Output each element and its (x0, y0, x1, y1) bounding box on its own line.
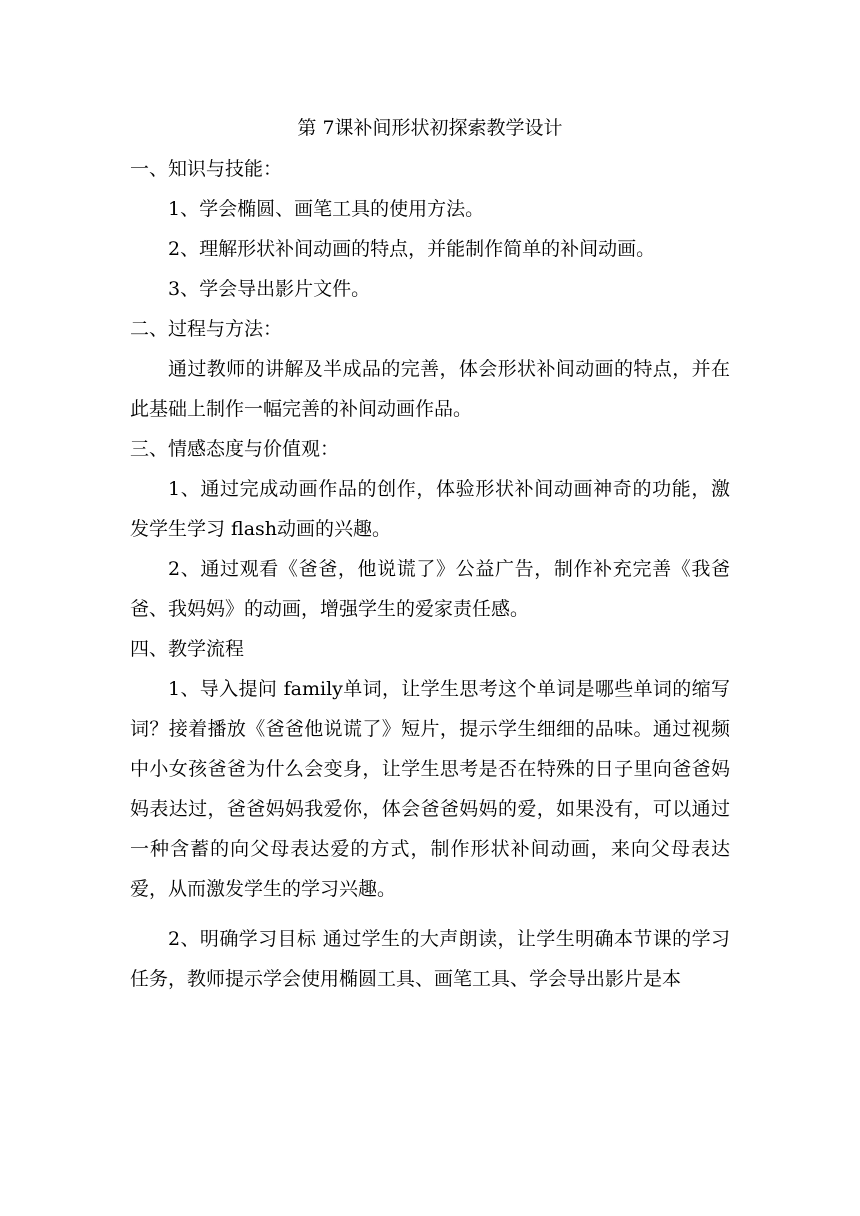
section-heading-knowledge-skills: 一、知识与技能： (130, 158, 283, 180)
document-body (130, 112, 730, 999)
knowledge-item-2: 2、理解形状补间动画的特点，并能制作简单的补间动画。 (168, 238, 656, 260)
attitude-item-2: 2、通过观看《爸爸，他说谎了》公益广告，制作补充完善《我爸爸、我妈妈》的动画，增强学生的爱家责任感。 (130, 558, 730, 620)
teaching-step-2: 2、明确学习目标 通过学生的大声朗读，让学生明确本节课的学习任务，教师提示学会使用椭圆工具、画笔工具、学会导出影片是本 (130, 928, 730, 990)
teaching-step-1: 1、导入提问 family单词，让学生思考这个单词是哪些单词的缩写词？接着播放《爸爸他说谎了》短片，提示学生细细的品味。通过视频中小女孩爸爸为什么会变身，让学生思考是否在特殊的日子里向爸爸妈妈表达过，爸爸妈妈我爱你，体会爸爸妈妈的爱，如果没有，可以通过一种含蓄的向父母表达爱的方式，制作形状补间动画，来向父母表达爱，从而激发学生的学习兴趣。 (130, 678, 730, 900)
knowledge-item-1: 1、学会椭圆、画笔工具的使用方法。 (168, 198, 485, 220)
document-title: 第 7课补间形状初探索教学设计 (297, 117, 563, 139)
process-method-paragraph: 通过教师的讲解及半成品的完善，体会形状补间动画的特点，并在此基础上制作一幅完善的补间动画作品。 (130, 358, 730, 420)
section-heading-teaching-process: 四、教学流程 (130, 638, 245, 660)
section-heading-attitude-values: 三、情感态度与价值观： (130, 438, 340, 460)
section-heading-process-method: 二、过程与方法： (130, 318, 283, 340)
attitude-item-1: 1、通过完成动画作品的创作，体验形状补间动画神奇的功能，激发学生学习 flash动画的兴趣。 (130, 478, 730, 540)
knowledge-item-3: 3、学会导出影片文件。 (168, 278, 371, 300)
